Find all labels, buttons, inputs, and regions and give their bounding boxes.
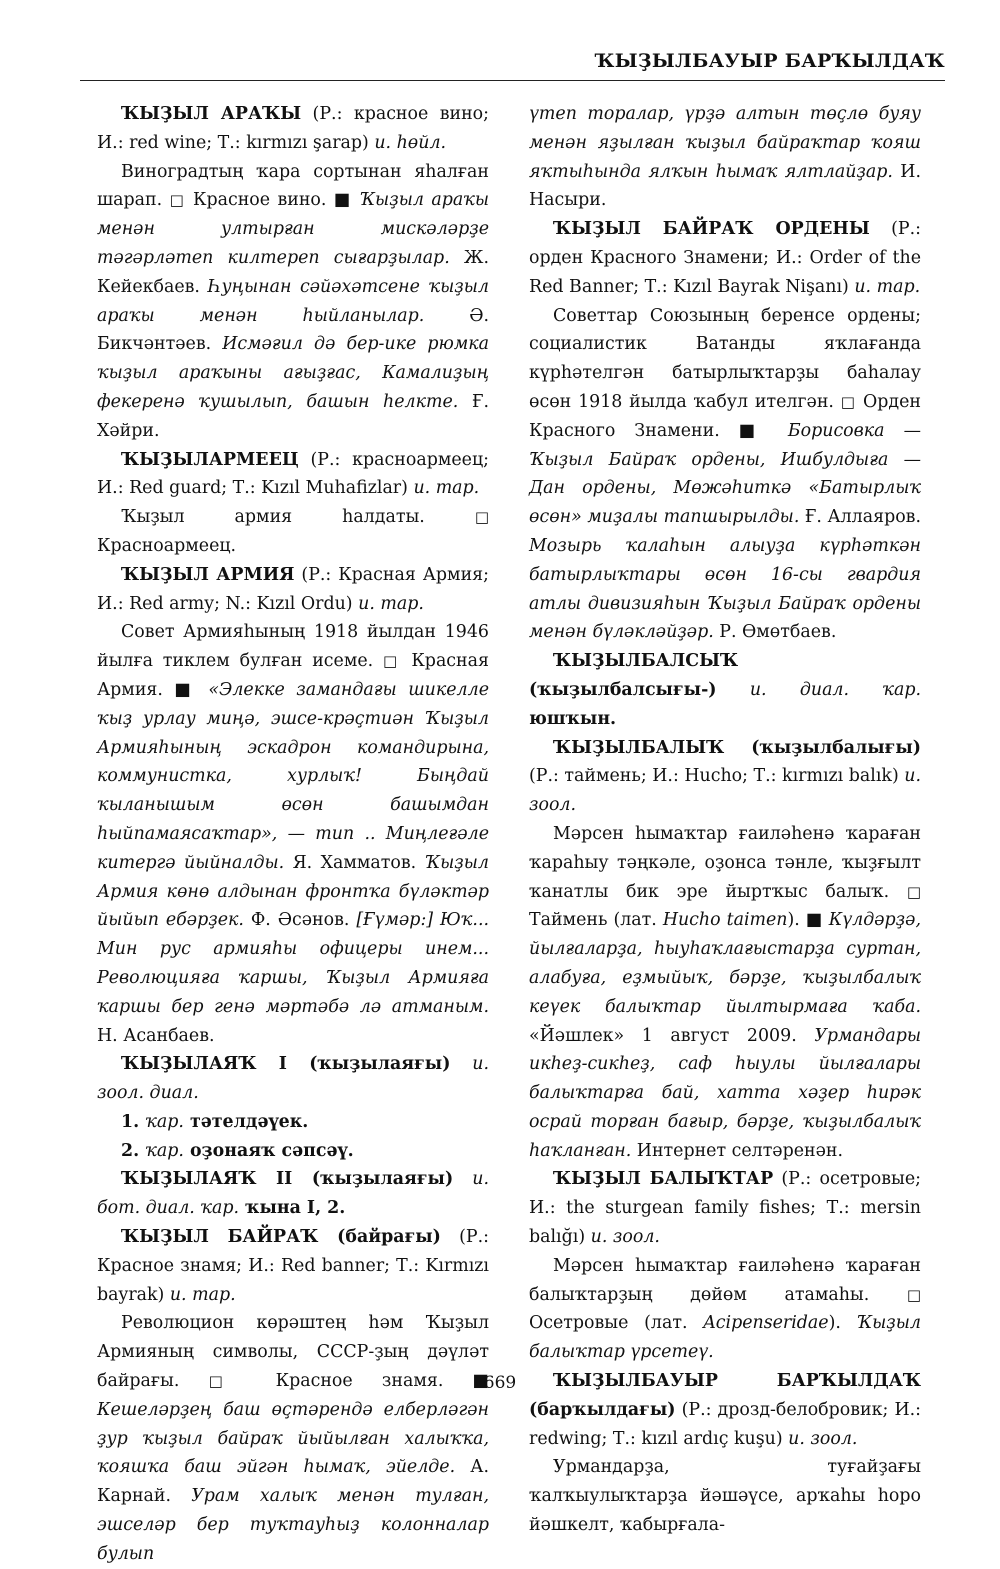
entry-text: □ bbox=[840, 392, 857, 411]
entry-text: Красноармеец. bbox=[97, 535, 237, 556]
entry-text: и. бот. диал. ҡар. bbox=[97, 1169, 489, 1219]
entry-text: 1. bbox=[121, 1111, 146, 1132]
headword: ҠЫҘЫЛАЯҠ I bbox=[121, 1054, 287, 1075]
dictionary-paragraph bbox=[529, 820, 921, 1166]
entry-text: и. зоол. bbox=[788, 1428, 858, 1449]
entry-text: (ҡыҙылбалсығы-) bbox=[529, 679, 717, 700]
entry-text: Ҡыҙыл балыҡтар үрсетеү. bbox=[529, 1313, 922, 1363]
entry-text: □ bbox=[906, 882, 921, 901]
entry-text: и. тар. bbox=[854, 276, 921, 297]
entry-text: Урмандарҙа, туғайҙағы ҡалҡыулыҡтарҙа йәшәүсе, арҡаһы һоро йәшкелт, ҡабырғала- bbox=[529, 1457, 921, 1536]
entry-text: и. һөйл. bbox=[374, 132, 447, 153]
entry-text: Урам халыҡ менән тулған, эшселәр бер туҡтауһыҙ колонналар булып bbox=[97, 1486, 489, 1564]
entry-text: и. тар. bbox=[413, 478, 480, 499]
entry-text: □ bbox=[383, 652, 402, 671]
entry-text: «Йәшлек» 1 август 2009. bbox=[529, 1025, 815, 1046]
entry-text: и. зоол. диал. bbox=[97, 1054, 489, 1104]
dictionary-paragraph bbox=[97, 1137, 489, 1166]
dictionary-paragraph bbox=[529, 1252, 921, 1367]
entry-text: Ҡыҙыл араҡы менән ултырған мискәләрҙе тәгәрләтеп килтереп сығарҙылар. bbox=[97, 190, 489, 268]
entry-text: и. зоол. bbox=[529, 766, 921, 816]
entry-text: Мәрсен һымаҡтар ғаиләһенә ҡараған ҡараһыу тәңкәле, оҙонса тәнле, ҡыҙғылт ҡанатлы бик эре йыртҡыс балыҡ. bbox=[529, 823, 921, 902]
headword: ҠЫҘЫЛ БАЙРАҠ ОРДЕНЫ bbox=[553, 219, 870, 240]
entry-text: Таймень (лат. bbox=[529, 910, 663, 931]
entry-text: А. Карнай. bbox=[97, 1457, 489, 1507]
dictionary-paragraph bbox=[97, 1309, 489, 1568]
entry-text: юшҡын. bbox=[529, 708, 617, 729]
entry-text: Н. Асанбаев. bbox=[97, 1025, 215, 1046]
entry-text: Р. Өмөтбаев. bbox=[713, 622, 837, 643]
entry-text: Ж. Кейекбаев. bbox=[97, 247, 489, 297]
entry-text: Кешеләрҙең баш өҫтәрендә елберләгән ҙур ҡыҙыл байраҡ йыйылған халыҡҡа, ҡояшҡа баш эйгән һымаҡ, эйелде. bbox=[97, 1399, 489, 1478]
entry-text: 2. bbox=[121, 1140, 146, 1161]
entry-text: Мәрсен һымаҡтар ғаиләһенә ҡараған балыҡтарҙың дөйөм атамаһы. bbox=[529, 1255, 921, 1305]
entry-text: Интернет селтәренән. bbox=[631, 1140, 844, 1161]
page-number: 669 bbox=[483, 1373, 517, 1393]
dictionary-paragraph bbox=[97, 158, 489, 446]
entry-text: (барҡылдағы) bbox=[529, 1399, 676, 1420]
dictionary-paragraph bbox=[97, 1050, 489, 1108]
entry-text: ҡына I, 2. bbox=[239, 1198, 346, 1219]
entry-text: И. Насыри. bbox=[529, 161, 921, 211]
entry-text: и. диал. ҡар. bbox=[716, 679, 921, 700]
entry-text: Революцион көрәштең һәм Ҡыҙыл Армияның символы, СССР-ҙың дәүләт байрағы. bbox=[97, 1313, 489, 1392]
entry-text: Орден Красного Знамени. ■ bbox=[529, 391, 921, 441]
entry-text: Красная Армия. ■ bbox=[97, 651, 489, 700]
entry-text: (ҡыҙылаяғы) bbox=[292, 1169, 454, 1190]
dictionary-paragraph bbox=[529, 1453, 921, 1539]
entry-text: и. тар. bbox=[358, 593, 424, 614]
entry-text: Виноградтың ҡара сортынан яһалған шарап. bbox=[97, 161, 489, 211]
dictionary-paragraph bbox=[97, 618, 489, 1050]
right-column bbox=[529, 100, 921, 1540]
entry-text: (байрағы) bbox=[318, 1227, 441, 1248]
entry-text: □ bbox=[906, 1285, 921, 1304]
entry-text: тәтелдәүек. bbox=[183, 1111, 309, 1132]
entry-text: Красное вино. ■ bbox=[185, 190, 360, 211]
dictionary-paragraph bbox=[97, 503, 489, 561]
headword: ҠЫҘЫЛБАЛСЫҠ bbox=[553, 651, 739, 672]
entry-text: (Р.: дрозд-белобровик; И.: redwing; Т.: kızıl ardıç kuşu) bbox=[529, 1399, 921, 1449]
entry-text: оҙонаяҡ сәпсәү. bbox=[183, 1140, 354, 1161]
entry-text: Совет Армияһының 1918 йылдан 1946 йылға тиклем булған исеме. bbox=[97, 622, 489, 672]
entry-text: Борисовка — Ҡыҙыл Байраҡ ордены, Ишбулдыға — Дан ордены, Мөжәһиткә «Батырлыҡ өсөн» миҙалы тапшырылды. bbox=[529, 420, 921, 528]
entry-text: и. тар. bbox=[169, 1284, 236, 1305]
headword: ҠЫҘЫЛ АРМИЯ bbox=[121, 564, 295, 585]
headword: ҠЫҘЫЛБАЛЫҠ bbox=[553, 737, 725, 758]
entry-text: Осетровые (лат. bbox=[529, 1313, 704, 1334]
entry-text: Ғ. Хәйри. bbox=[97, 391, 489, 441]
entry-text: ). ■ bbox=[787, 910, 829, 931]
entry-text: Acipenseridae bbox=[703, 1313, 829, 1334]
entry-text: Ф. Әсәнов. bbox=[243, 910, 357, 931]
headword: ҠЫҘЫЛ БАЙРАҠ bbox=[121, 1227, 319, 1248]
entry-text: □ bbox=[208, 1372, 247, 1391]
entry-text: Урмандары икһеҙ-сикһеҙ, саф һыулы йылғалары балыҡтарға бай, хатта хәҙер һирәк осрай торған бағыр, бәрҙе, ҡыҙылбалыҡ һаҡланған. bbox=[529, 1025, 921, 1161]
dictionary-paragraph bbox=[529, 302, 921, 648]
dictionary-paragraph bbox=[97, 1108, 489, 1137]
entry-text: ). bbox=[828, 1313, 857, 1334]
entry-text: (Р.: Красное знамя; И.: Red banner; Т.: Kırmızı bayrak) bbox=[97, 1227, 489, 1305]
entry-text: (ҡыҙылаяғы) bbox=[286, 1054, 451, 1075]
entry-text: Мозырь ҡалаһын алыуҙа күрһәткән батырлыҡтары өсөн 16-сы гвардия атлы дивизияһын Ҡыҙыл Байраҡ ордены менән бүләкләйҙәр. bbox=[529, 535, 921, 643]
entry-text: Hucho taimen bbox=[662, 910, 788, 931]
entry-text: «Элекке замандағы шикелле ҡыҙ урлау миңә, эшсе-крәҫтиән Ҡыҙыл Армияһының эскадрон командирына, коммунистка, хурлыҡ! Быңдай ҡыланышым өсөн башымдан һыйпамаясаҡтар», — тип .. Миңлеғәле китергә йыйналды. bbox=[97, 679, 489, 873]
entry-text: Күлдәрҙә, йылғаларҙа, һыуһаҡлағыстарҙа суртан, алабуға, еҙмыйыҡ, бәрҙе, ҡыҙылбалыҡ кеүек балыҡтар йылтырмаға ҡаба. bbox=[529, 910, 921, 1017]
entry-text: (Р.: осетровые; И.: the sturgean family fishes; Т.: mersin balığı) bbox=[529, 1169, 922, 1248]
dictionary-paragraph bbox=[529, 647, 921, 733]
entry-text: үтеп торалар, үрҙә алтын төҫлө буяу менән яҙылған ҡыҙыл байраҡтар ҡояш яҡтыһында ялҡын һымаҡ ялтлайҙар. bbox=[529, 104, 921, 182]
running-title: ҠЫҘЫЛБАУЫР БАРҠЫЛДАҠ bbox=[594, 50, 945, 72]
headword: ҠЫҘЫЛАРМЕЕЦ bbox=[121, 449, 299, 470]
entry-text: [Ғүмәр:] Юҡ... Мин рус армияһы офицеры инем... Революцияға ҡаршы, Ҡыҙыл Армияға ҡаршы бер генә мәртәбә лә атманым. bbox=[97, 910, 490, 1017]
running-header bbox=[80, 48, 945, 81]
entry-text: □ bbox=[474, 508, 489, 527]
entry-text: Ҡыҙыл Армия көнө алдынан фронтҡа бүләктәр йыйып ебәрҙек. bbox=[97, 852, 489, 931]
dictionary-paragraph bbox=[97, 446, 489, 504]
headword: ҠЫҘЫЛАЯҠ II bbox=[121, 1169, 293, 1190]
dictionary-paragraph bbox=[97, 100, 489, 158]
entry-text: (Р.: красноармеец; И.: Red guard; Т.: Kızıl Muhafizlar) bbox=[97, 449, 489, 499]
dictionary-paragraph bbox=[529, 100, 921, 215]
dictionary-paragraph bbox=[529, 215, 921, 301]
entry-text: Исмәғил дә бер-ике рюмка ҡыҙыл араҡыны ағыҙғас, Камалиҙың фекеренә ҡушылып, башын һелкте. bbox=[97, 334, 490, 412]
entry-text: Ғ. Аллаяров. bbox=[799, 507, 921, 528]
entry-text: (Р.: Красная Армия; И.: Red army; N.: Kızıl Ordu) bbox=[97, 564, 489, 614]
entry-text: □ bbox=[169, 191, 186, 210]
entry-text: Һуңынан сәйәхәтсене ҡыҙыл араҡы менән һыйланылар. bbox=[97, 276, 489, 326]
entry-text: ҡар. bbox=[145, 1140, 184, 1161]
entry-text: Я. Хамматов. bbox=[284, 852, 425, 873]
dictionary-paragraph bbox=[97, 1165, 489, 1223]
entry-text: Красное знамя. ■ bbox=[246, 1371, 489, 1392]
entry-text: Советтар Союзының беренсе ордены; социалистик Ватанды яҡлағанда күрһәтелгән батырлыҡтарҙы баһалау өсөн 1918 йылда ҡабул ителгән. bbox=[529, 305, 921, 412]
entry-text: (Р.: красное вино; И.: red wine; Т.: kırmızı şarap) bbox=[97, 104, 489, 153]
dictionary-paragraph bbox=[529, 1165, 921, 1251]
entry-text: Ҡыҙыл армия һалдаты. bbox=[121, 507, 475, 528]
headword: ҠЫҘЫЛ АРАҠЫ bbox=[121, 104, 302, 124]
entry-text: ҡар. bbox=[145, 1111, 184, 1132]
dictionary-paragraph bbox=[97, 1223, 489, 1309]
left-column bbox=[97, 100, 489, 1569]
entry-text: (ҡыҙылбалығы) bbox=[724, 737, 921, 758]
entry-text: и. зоол. bbox=[590, 1227, 660, 1248]
entry-text: Ә. Бикчәнтәев. bbox=[97, 305, 489, 355]
entry-text: (Р.: таймень; И.: Hucho; Т.: kırmızı balık) bbox=[529, 766, 905, 787]
dictionary-paragraph bbox=[529, 734, 921, 820]
headword: ҠЫҘЫЛБАУЫР БАРҠЫЛДАҠ bbox=[553, 1371, 921, 1392]
headword: ҠЫҘЫЛ БАЛЫҠТАР bbox=[553, 1169, 774, 1190]
dictionary-paragraph bbox=[97, 561, 489, 619]
entry-text: (Р.: орден Красного Знамени; И.: Order of the Red Banner; Т.: Kızıl Bayrak Nişanı) bbox=[529, 219, 921, 297]
